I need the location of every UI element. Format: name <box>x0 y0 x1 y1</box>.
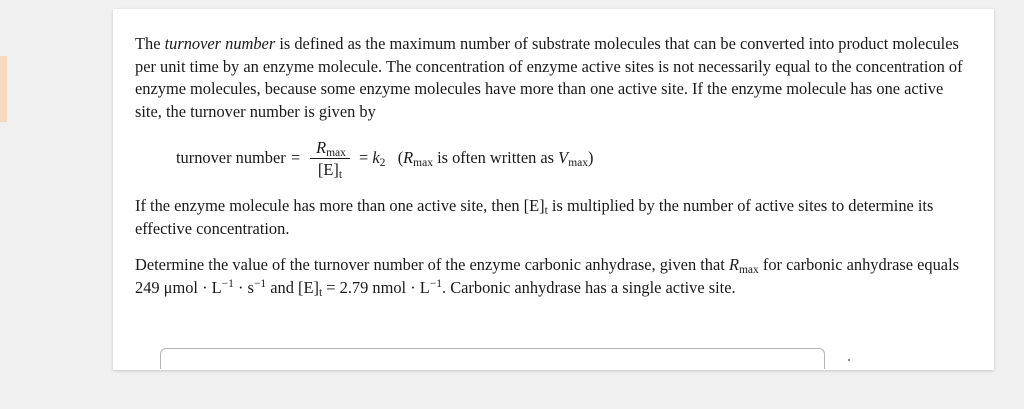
answer-input[interactable] <box>160 348 825 369</box>
side-panel-tab[interactable] <box>0 56 7 122</box>
question-card <box>113 9 994 370</box>
fraction-numerator: $R_{max}$ <box>316 138 346 159</box>
formula-fraction <box>310 139 350 179</box>
dot-marker <box>848 359 850 361</box>
formula-equals: = <box>291 148 301 167</box>
formula-rest: = $k_2$ ($R_{max}$ is often written as $V_{max}$) <box>359 148 594 169</box>
fraction-denominator: $[E]_t$ <box>317 160 343 181</box>
formula-label: turnover number <box>176 148 286 167</box>
active-sites-paragraph: If the enzyme molecule has more than one active site, then $[E]_t$ is multiplied by the number of active sites to determine its effective concentration. <box>135 196 934 238</box>
term-turnover-number: turnover number <box>164 34 276 53</box>
definition-paragraph: The turnover number is defined as the maximum number of substrate molecules that can be converted into product molecules per unit time by an enzyme molecule. The concentration of enzyme active sites is not necessarily equal to the concentration of enzyme molecules, because some enzyme molecules have more than one active site. If the enzyme molecule has one active site, the turnover number is given by <box>135 34 963 121</box>
question-paragraph: Determine the value of the turnover number of the enzyme carbonic anhydrase, given that $R_{max}$ for carbonic anhydrase equals 249 $\mu mol \cdot L^{-1} \cdot s^{-1}$ and $[E]_t = 2.79$ nmol · $L^{-1}$. Carbonic anhydrase has a single active site. <box>135 255 960 299</box>
